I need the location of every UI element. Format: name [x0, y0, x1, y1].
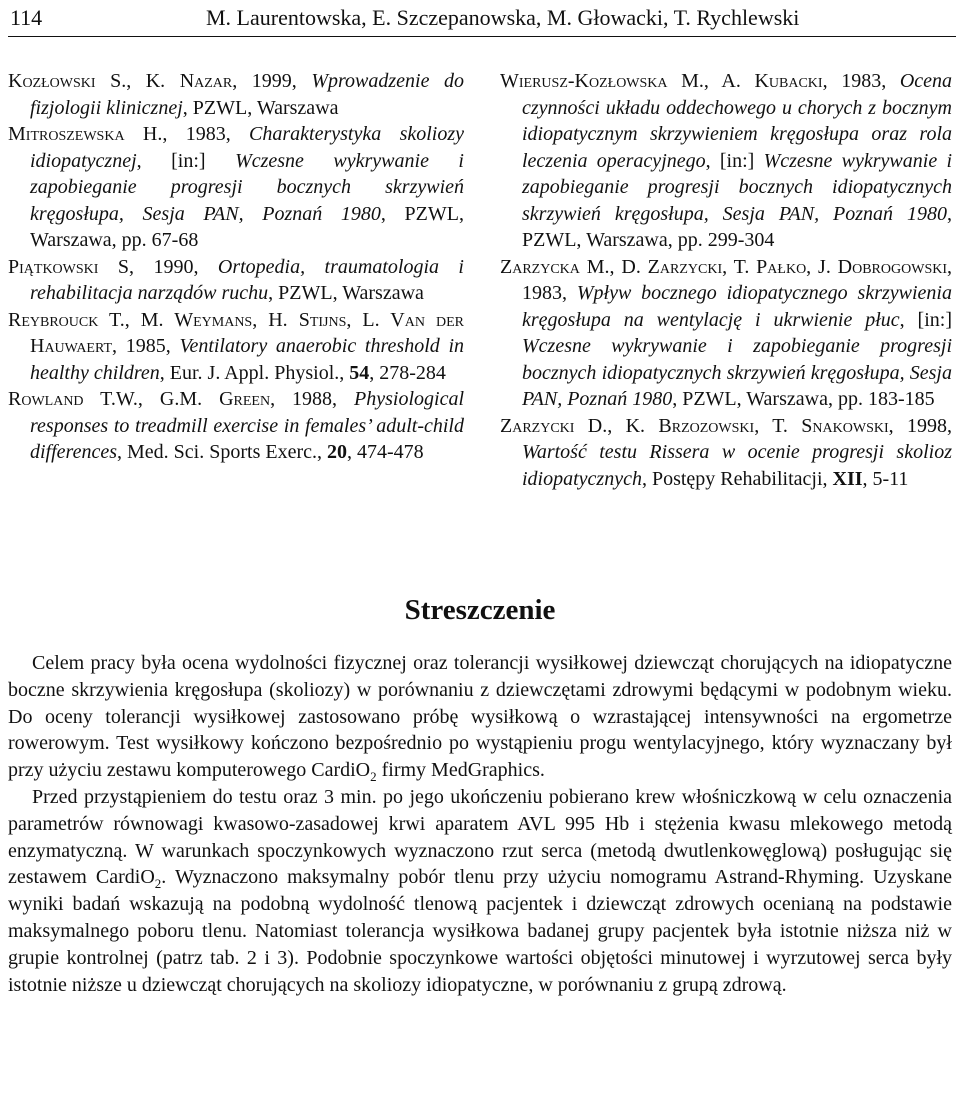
- abstract-text: firmy MedGraphics.: [376, 759, 545, 782]
- reference-entry: [8, 121, 464, 254]
- reference-text: , 1983,: [162, 123, 250, 145]
- page-number: 114: [10, 5, 43, 30]
- reference-text: , 1998,: [888, 414, 953, 437]
- reference-text: , Med. Sci. Sports Exerc.,: [117, 441, 327, 463]
- reference-entry: [500, 413, 952, 493]
- reference-author: Piątkowski S: [8, 255, 130, 278]
- reference-author: Reybrouck T., M. Weymans, H. Stijns, L. Van der Hauwaert: [8, 308, 464, 357]
- reference-author: Kozłowski S., K. Nazar: [8, 70, 233, 92]
- reference-title: Charakterystyka skoliozy idiopatycznej: [30, 123, 464, 172]
- reference-entry: [8, 307, 464, 387]
- reference-text: , Postępy Rehabilitacji,: [641, 467, 833, 490]
- reference-author: Zarzycka M., D. Zarzycki, T. Pałko, J. Dobrogowski: [500, 255, 947, 278]
- reference-author: Mitroszewska H.: [8, 123, 163, 145]
- references-left-column: [8, 68, 464, 466]
- reference-title: Wprowadzenie do fizjologii klinicznej: [30, 70, 464, 119]
- reference-title: Ventilatory anaerobic threshold in healthy children: [30, 335, 464, 384]
- reference-volume: 54: [349, 361, 370, 384]
- reference-title: Ocena czynności układu oddechowego u chorych z bocznym idiopatycznym skrzywieniem kręgosłupa oraz rola leczenia operacyjnego: [522, 70, 953, 172]
- references-right-column: [500, 68, 952, 492]
- reference-volume: XII: [832, 467, 863, 490]
- running-header: [8, 0, 956, 37]
- reference-text: , 1983,: [522, 255, 952, 304]
- abstract-paragraph: [8, 784, 952, 998]
- reference-text: , PZWL, Warszawa: [268, 282, 424, 304]
- reference-entry: [8, 386, 464, 466]
- abstract-body: [8, 650, 952, 998]
- reference-text: , [in:]: [899, 308, 952, 331]
- reference-text: , PZWL, Warszawa, pp. 67-68: [30, 202, 464, 251]
- reference-entry: [8, 254, 464, 307]
- subscript: 2: [154, 876, 162, 892]
- reference-volume: 20: [327, 441, 347, 463]
- reference-text: , PZWL, Warszawa: [182, 96, 339, 119]
- reference-text: , 1988,: [270, 388, 355, 410]
- reference-text: , 474-478: [347, 441, 424, 463]
- abstract-text: . Wyznaczono maksymalny pobór tlenu przy użyciu nomogramu Astrand-Rhyming. Uzyskane wyniki badań wskazują na podobną wydolność tlenową pacjentek i dziewcząt zdrowych ocenianą na podstawie maksymalnego poboru tlenu. Natomiast tolerancja wysiłkowa badanej grupy pacjentek była istotnie niższa niż w grupie kontrolnej (patrz tab. 2 i 3). Podobnie spoczynkowe wartości objętości minutowej i wyrzutowej serca były istotnie niższe u dziewcząt chorujących na skoliozy idiopatyczne, w porównaniu z grupą zdrową.: [8, 866, 952, 996]
- reference-book-title: Wczesne wykrywanie i zapobieganie progresji bocznych skrzywień kręgosłupa, Sesja PAN, Poznań 1980: [30, 149, 464, 225]
- reference-text: , [in:]: [705, 149, 764, 172]
- abstract-paragraph: [8, 650, 952, 784]
- reference-text: , [in:]: [136, 149, 236, 172]
- reference-author: Zarzycki D., K. Brzozowski, T. Snakowski: [500, 414, 889, 437]
- running-head-authors: M. Laurentowska, E. Szczepanowska, M. Głowacki, T. Rychlewski: [206, 5, 800, 30]
- reference-title: Physiological responses to treadmill exercise in females’ adult-child differences: [30, 388, 464, 463]
- subscript: 2: [370, 769, 377, 785]
- reference-text: , 1985,: [112, 335, 180, 357]
- reference-book-title: Wczesne wykrywanie i zapobieganie progresji bocznych idiopatycznych skrzywień kręgosłupa, Sesja PAN, Poznań 1980: [522, 149, 952, 225]
- reference-entry: [500, 254, 952, 413]
- reference-text: , 278-284: [369, 361, 446, 384]
- abstract-text: Celem pracy była ocena wydolności fizycznej oraz tolerancji wysiłkowej dziewcząt chorujących na idiopatyczne boczne skrzywienia kręgosłupa (skoliozy) w porównaniu z dziewczętami zdrowymi będącymi w podobnym wieku. Do oceny tolerancji wysiłkowej zastosowano próbę wysiłkową o wzrastającej intensywności na ergometrze rowerowym. Test wysiłkowy kończono bezpośrednio po wystąpieniu progu wentylacyjnego, który wyznaczany był przy użyciu zestawu komputerowego CardiO: [8, 652, 952, 782]
- reference-author: Wierusz-Kozłowska M., A. Kubacki: [500, 70, 823, 92]
- section-title: Streszczenie: [404, 594, 556, 626]
- reference-author: Rowland T.W., G.M. Green: [8, 388, 271, 410]
- reference-text: , PZWL, Warszawa, pp. 183-185: [672, 388, 935, 410]
- reference-text: , Eur. J. Appl. Physiol.,: [159, 361, 350, 384]
- reference-title: Wpływ bocznego idiopatycznego skrzywienia kręgosłupa na wentylację i ukrwienie płuc: [522, 282, 952, 331]
- reference-entry: [8, 68, 464, 121]
- reference-text: , 5-11: [862, 467, 909, 490]
- reference-text: , PZWL, Warszawa, pp. 299-304: [522, 202, 952, 251]
- abstract-text: Przed przystąpieniem do testu oraz 3 min. po jego ukończeniu pobierano krew włośniczkową w celu oznaczenia parametrów równowagi kwasowo-zasadowej krwi aparatem AVL 995 Hb i stężenia kwasu mlekowego metodą enzymatyczną. W warunkach spoczynkowych wyznaczono rzut serca (metodą dwutlenkowęglową) posługując się zestawem CardiO: [8, 785, 952, 889]
- reference-book-title: Wczesne wykrywanie i zapobieganie progresji bocznych idiopatycznych skrzywień kręgosłupa, Sesja PAN, Poznań 1980: [522, 335, 952, 410]
- reference-text: , 1983,: [822, 70, 900, 92]
- reference-title: Wartość testu Rissera w ocenie progresji skolioz idiopatycznych: [522, 441, 952, 490]
- reference-title: Ortopedia, traumatologia i rehabilitacja narządów ruchu: [30, 255, 464, 304]
- reference-text: , 1990,: [129, 255, 218, 278]
- reference-text: , 1999,: [232, 70, 312, 92]
- reference-entry: [500, 68, 952, 254]
